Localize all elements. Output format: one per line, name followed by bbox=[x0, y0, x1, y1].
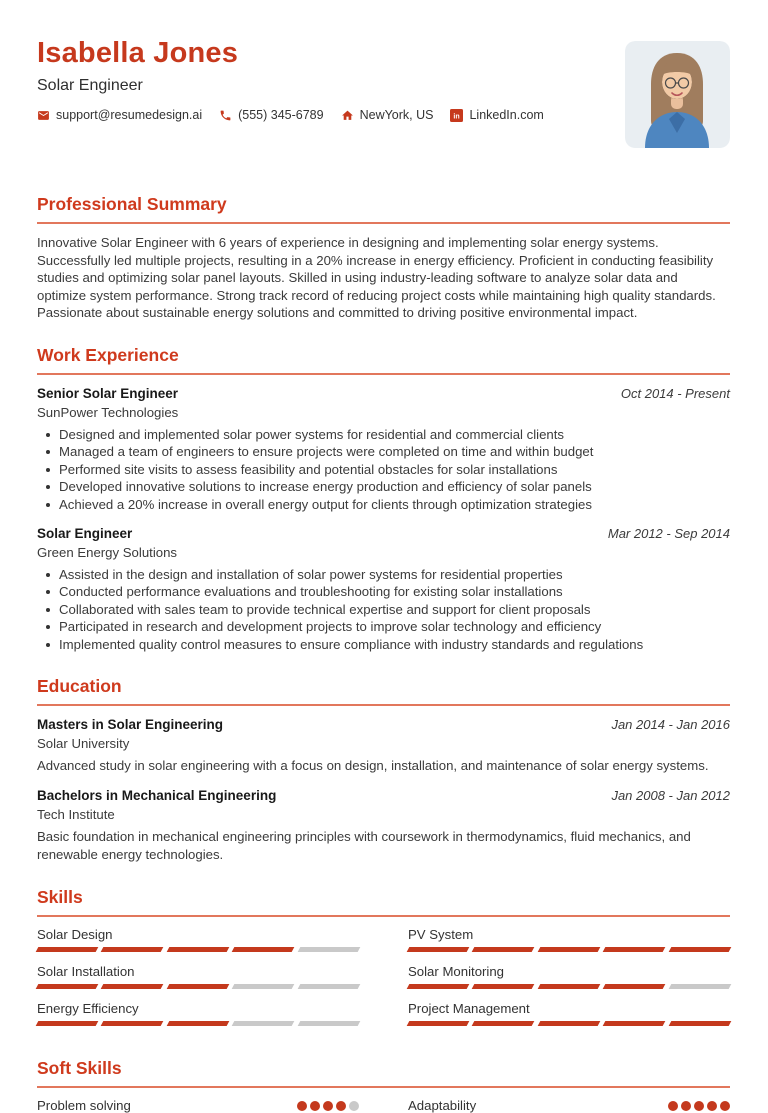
job-bullet: Designed and implemented solar power systems for residential and commercial clients bbox=[59, 426, 730, 443]
skill-bar-segment bbox=[668, 1021, 731, 1026]
soft-skill-dot bbox=[297, 1101, 307, 1111]
job-bullets bbox=[37, 426, 730, 513]
job-bullet: Conducted performance evaluations and troubleshooting for existing solar installations bbox=[59, 583, 730, 600]
skill-bar bbox=[408, 1021, 730, 1026]
job-list bbox=[37, 385, 730, 653]
job-company: Green Energy Solutions bbox=[37, 545, 178, 560]
svg-text:in: in bbox=[453, 113, 461, 121]
skill-bar-segment bbox=[232, 947, 295, 952]
job-entry-head bbox=[37, 385, 730, 402]
skill-bar-segment bbox=[407, 1021, 470, 1026]
soft-skill-name: Problem solving bbox=[37, 1098, 131, 1113]
education-description: Advanced study in solar engineering with a focus on design, installation, and maintenance of solar energy systems. bbox=[37, 758, 709, 774]
skill-item bbox=[408, 964, 730, 989]
skill-name: Solar Monitoring bbox=[408, 964, 505, 980]
skill-item bbox=[408, 927, 730, 952]
contact-text: (555) 345-6789 bbox=[238, 108, 324, 123]
job-entry bbox=[37, 525, 730, 653]
job-bullet: Achieved a 20% increase in overall energy output for clients through optimization strategies bbox=[59, 496, 730, 513]
soft-skill-dot bbox=[720, 1101, 730, 1111]
skill-bar-segment bbox=[297, 1021, 360, 1026]
skill-bar-segment bbox=[472, 984, 535, 989]
skill-bar-segment bbox=[297, 947, 360, 952]
job-bullet: Developed innovative solutions to increase energy production and efficiency of solar panels bbox=[59, 478, 730, 495]
contact-text: NewYork, US bbox=[359, 108, 434, 123]
summary-heading: Professional Summary bbox=[37, 194, 730, 224]
summary-text: Innovative Solar Engineer with 6 years of experience in designing and implementing solar energy systems. Successfully led multiple projects, resulting in a 20% increase in energy efficiency. Proficient in conducting feasibility studies and optimizing solar panel layouts. Skilled in using industry-leading software to analyze solar data and optimize system performance. Strong track record of reducing project costs while maintaining high quality standards. Passionate about sustainable energy solutions and committed to driving positive environmental impact. bbox=[37, 235, 716, 321]
skill-bar-segment bbox=[101, 1021, 164, 1026]
skill-bar-segment bbox=[36, 984, 99, 989]
job-bullet: Performed site visits to assess feasibility and potential obstacles for solar installations bbox=[59, 461, 730, 478]
job-entry-head bbox=[37, 525, 730, 542]
job-company: SunPower Technologies bbox=[37, 404, 179, 420]
skills-heading: Skills bbox=[37, 887, 730, 917]
job-bullets bbox=[37, 566, 730, 653]
soft-skill-dot bbox=[323, 1101, 333, 1111]
soft-skill-item bbox=[37, 1098, 359, 1113]
skill-bar-segment bbox=[537, 947, 600, 952]
skill-bar bbox=[37, 1021, 359, 1026]
soft-skill-dot bbox=[681, 1101, 691, 1111]
education-degree: Masters in Solar Engineering bbox=[37, 717, 224, 733]
soft-skill-rating bbox=[297, 1101, 359, 1111]
education-description: Basic foundation in mechanical engineering principles with coursework in thermodynamics, fluid mechanics, and renewable energy technologies. bbox=[37, 829, 691, 863]
education-dates: Jan 2008 - Jan 2012 bbox=[611, 788, 730, 804]
job-bullet: Participated in research and development projects to improve solar technology and efficiency bbox=[59, 618, 730, 635]
skill-name: Project Management bbox=[408, 1001, 530, 1017]
education-entry bbox=[37, 787, 730, 864]
skill-bar bbox=[408, 984, 730, 989]
skill-bar bbox=[408, 947, 730, 952]
education-heading: Education bbox=[37, 676, 730, 706]
contact-phone bbox=[219, 108, 323, 122]
skill-bar-segment bbox=[232, 1021, 295, 1026]
phone-icon bbox=[219, 109, 232, 122]
skill-bar bbox=[37, 984, 359, 989]
soft-skill-item bbox=[408, 1098, 730, 1113]
person-job-title: Solar Engineer bbox=[37, 77, 143, 95]
skill-bar-segment bbox=[537, 984, 600, 989]
skill-bar-segment bbox=[668, 984, 731, 989]
contact-text: support@resumedesign.ai bbox=[56, 108, 203, 123]
skill-bar-segment bbox=[166, 947, 229, 952]
job-title: Solar Engineer bbox=[37, 526, 133, 541]
skill-bar-segment bbox=[297, 984, 360, 989]
skill-bar-segment bbox=[537, 1021, 600, 1026]
job-bullet: Collaborated with sales team to provide technical expertise and support for client proposals bbox=[59, 601, 730, 618]
profile-photo-image bbox=[625, 41, 730, 148]
soft-skill-dot bbox=[310, 1101, 320, 1111]
education-school: Tech Institute bbox=[37, 807, 115, 823]
soft-skills-heading: Soft Skills bbox=[37, 1058, 730, 1088]
section-professional-summary bbox=[37, 194, 730, 322]
education-dates: Jan 2014 - Jan 2016 bbox=[611, 717, 730, 733]
skill-item bbox=[37, 1001, 359, 1026]
skill-bar-segment bbox=[166, 984, 229, 989]
experience-heading: Work Experience bbox=[37, 345, 730, 375]
soft-skill-dot bbox=[707, 1101, 717, 1111]
skill-item bbox=[37, 964, 359, 989]
soft-skill-dot bbox=[349, 1101, 359, 1111]
skill-bar-segment bbox=[36, 947, 99, 952]
soft-skill-dot bbox=[668, 1101, 678, 1111]
skill-bar-segment bbox=[407, 984, 470, 989]
skill-bar-segment bbox=[472, 947, 535, 952]
email-icon bbox=[37, 109, 50, 122]
education-entry-head bbox=[37, 787, 730, 804]
contact-text: LinkedIn.com bbox=[469, 108, 544, 123]
skill-bar-segment bbox=[668, 947, 731, 952]
skill-name: PV System bbox=[408, 927, 474, 943]
soft-skill-name: Adaptability bbox=[408, 1098, 477, 1113]
section-soft-skills bbox=[37, 1058, 730, 1113]
job-dates: Mar 2012 - Sep 2014 bbox=[607, 526, 730, 541]
skill-bar bbox=[37, 947, 359, 952]
section-education bbox=[37, 676, 730, 864]
profile-photo bbox=[625, 41, 730, 148]
soft-skill-dot bbox=[694, 1101, 704, 1111]
education-list bbox=[37, 716, 730, 864]
skill-bar-segment bbox=[166, 1021, 229, 1026]
skill-bar-segment bbox=[603, 947, 666, 952]
skill-bar-segment bbox=[407, 947, 470, 952]
skill-item bbox=[37, 927, 359, 952]
contact-linkedin bbox=[450, 108, 543, 122]
education-degree: Bachelors in Mechanical Engineering bbox=[37, 788, 277, 804]
education-entry bbox=[37, 716, 730, 775]
education-entry-head bbox=[37, 716, 730, 733]
skill-bar-segment bbox=[603, 1021, 666, 1026]
skill-name: Energy Efficiency bbox=[37, 1001, 139, 1017]
header bbox=[37, 37, 730, 148]
soft-skill-dot bbox=[336, 1101, 346, 1111]
skill-bar-segment bbox=[101, 947, 164, 952]
job-bullet: Assisted in the design and installation of solar power systems for residential properties bbox=[59, 566, 730, 583]
person-name: Isabella Jones bbox=[37, 37, 239, 69]
home-icon bbox=[341, 109, 354, 122]
header-text bbox=[37, 37, 544, 122]
education-school: Solar University bbox=[37, 736, 130, 752]
contact-email bbox=[37, 108, 202, 122]
soft-skill-rating bbox=[668, 1101, 730, 1111]
job-title: Senior Solar Engineer bbox=[37, 385, 179, 401]
section-work-experience bbox=[37, 345, 730, 653]
section-skills bbox=[37, 887, 730, 1026]
skills-grid bbox=[37, 927, 730, 1026]
skill-bar-segment bbox=[36, 1021, 99, 1026]
skill-item bbox=[408, 1001, 730, 1026]
skill-bar-segment bbox=[232, 984, 295, 989]
skill-bar-segment bbox=[603, 984, 666, 989]
linkedin-icon bbox=[450, 109, 463, 122]
skill-bar-segment bbox=[472, 1021, 535, 1026]
job-entry bbox=[37, 385, 730, 513]
contact-home bbox=[341, 108, 434, 122]
job-dates: Oct 2014 - Present bbox=[620, 385, 730, 401]
soft-skills-grid bbox=[37, 1098, 730, 1113]
contact-row bbox=[37, 108, 544, 122]
job-bullet: Managed a team of engineers to ensure projects were completed on time and within budget bbox=[59, 443, 730, 460]
skill-name: Solar Design bbox=[37, 927, 113, 943]
skill-name: Solar Installation bbox=[37, 964, 135, 980]
job-bullet: Implemented quality control measures to ensure compliance with industry standards and regulations bbox=[59, 636, 730, 653]
skill-bar-segment bbox=[101, 984, 164, 989]
